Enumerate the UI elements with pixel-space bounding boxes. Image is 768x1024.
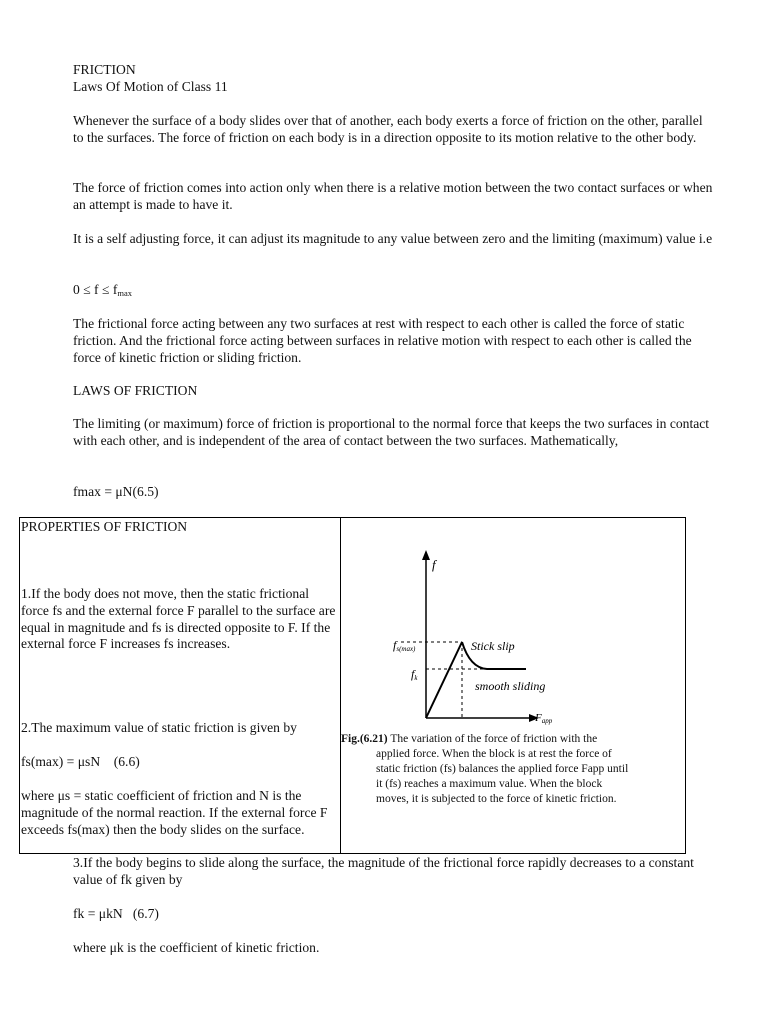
caption-line-5: moves, it is subjected to the force of kinetic friction. xyxy=(376,793,617,805)
y-axis-label: f xyxy=(432,557,436,572)
document-subtitle: Laws Of Motion of Class 11 xyxy=(73,79,228,94)
fk-label: fk xyxy=(411,667,418,682)
y-axis-arrow-icon xyxy=(422,550,430,560)
laws-heading: LAWS OF FRICTION xyxy=(73,383,198,398)
paragraph-relative-motion: The force of friction comes into action only when there is a relative motion between the two contact surfaces or when an attempt is made to have it. xyxy=(73,180,713,212)
figure-caption xyxy=(341,732,629,807)
formula-static-max: fs(max) = μsN (6.6) xyxy=(21,754,140,769)
properties-table xyxy=(19,517,686,854)
paragraph-static-kinetic: The frictional force acting between any two surfaces at rest with respect to each other is called the force of static friction. And the frictional force acting between surfaces in relative motion with respect to each other is called the force of kinetic friction or sliding friction. xyxy=(73,316,692,365)
paragraph-limiting-force: The limiting (or maximum) force of friction is proportional to the normal force that keeps the two surfaces in contact with each other, and is independent of the area of contact between the two surfaces. Mathematically, xyxy=(73,416,710,448)
caption-line-4: it (fs) reaches a maximum value. When the block xyxy=(376,778,603,790)
figure-number: Fig.(6.21) xyxy=(341,733,388,745)
inequality-main: 0 ≤ f ≤ f xyxy=(73,282,118,297)
caption-line-3: static friction (fs) balances the applied force Fapp until xyxy=(376,763,629,775)
inequality-formula xyxy=(73,282,713,302)
property-item-2-detail: where μs = static coefficient of friction and N is the magnitude of the normal reaction. If the external force F exceeds fs(max) then the body slides on the surface. xyxy=(21,788,328,837)
caption-line-1: Fig.(6.21) The variation of the force of friction with the xyxy=(341,733,598,745)
caption-line-2: applied force. When the block is at rest the force of xyxy=(376,748,612,760)
properties-heading: PROPERTIES OF FRICTION xyxy=(21,519,188,534)
property-item-2: 2.The maximum value of static friction is given by xyxy=(21,720,297,735)
formula-fmax: fmax = μN(6.5) xyxy=(73,484,159,499)
paragraph-self-adjusting: It is a self adjusting force, it can adjust its magnitude to any value between zero and the limiting (maximum) value i.e xyxy=(73,231,713,246)
formula-kinetic: fk = μkN (6.7) xyxy=(73,906,159,921)
document-title: FRICTION xyxy=(73,62,136,77)
fs-max-label: fs(max) xyxy=(393,638,416,653)
inequality-subscript: max xyxy=(117,288,133,298)
static-friction-line xyxy=(426,642,462,718)
friction-figure xyxy=(341,518,686,853)
property-item-3: 3.If the body begins to slide along the surface, the magnitude of the frictional force rapidly decreases to a constant value of fk given by xyxy=(73,855,694,887)
paragraph-friction-definition: Whenever the surface of a body slides over that of another, each body exerts a force of friction on the other, parallel to the surfaces. The force of friction on each body is in a direction opposite to its motion relative to the other body. xyxy=(73,113,703,145)
stick-slip-label: Stick slip xyxy=(471,639,515,653)
friction-graph xyxy=(341,518,686,728)
kinetic-coefficient-note: where μk is the coefficient of kinetic friction. xyxy=(73,940,320,955)
property-item-1: 1.If the body does not move, then the static frictional force fs and the external force F parallel to the surface are equal in magnitude and fs is directed opposite to F. If the external force F increases fs increases. xyxy=(21,586,336,652)
x-axis-label: Fapp xyxy=(535,712,553,725)
smooth-sliding-label: smooth sliding xyxy=(475,679,546,693)
